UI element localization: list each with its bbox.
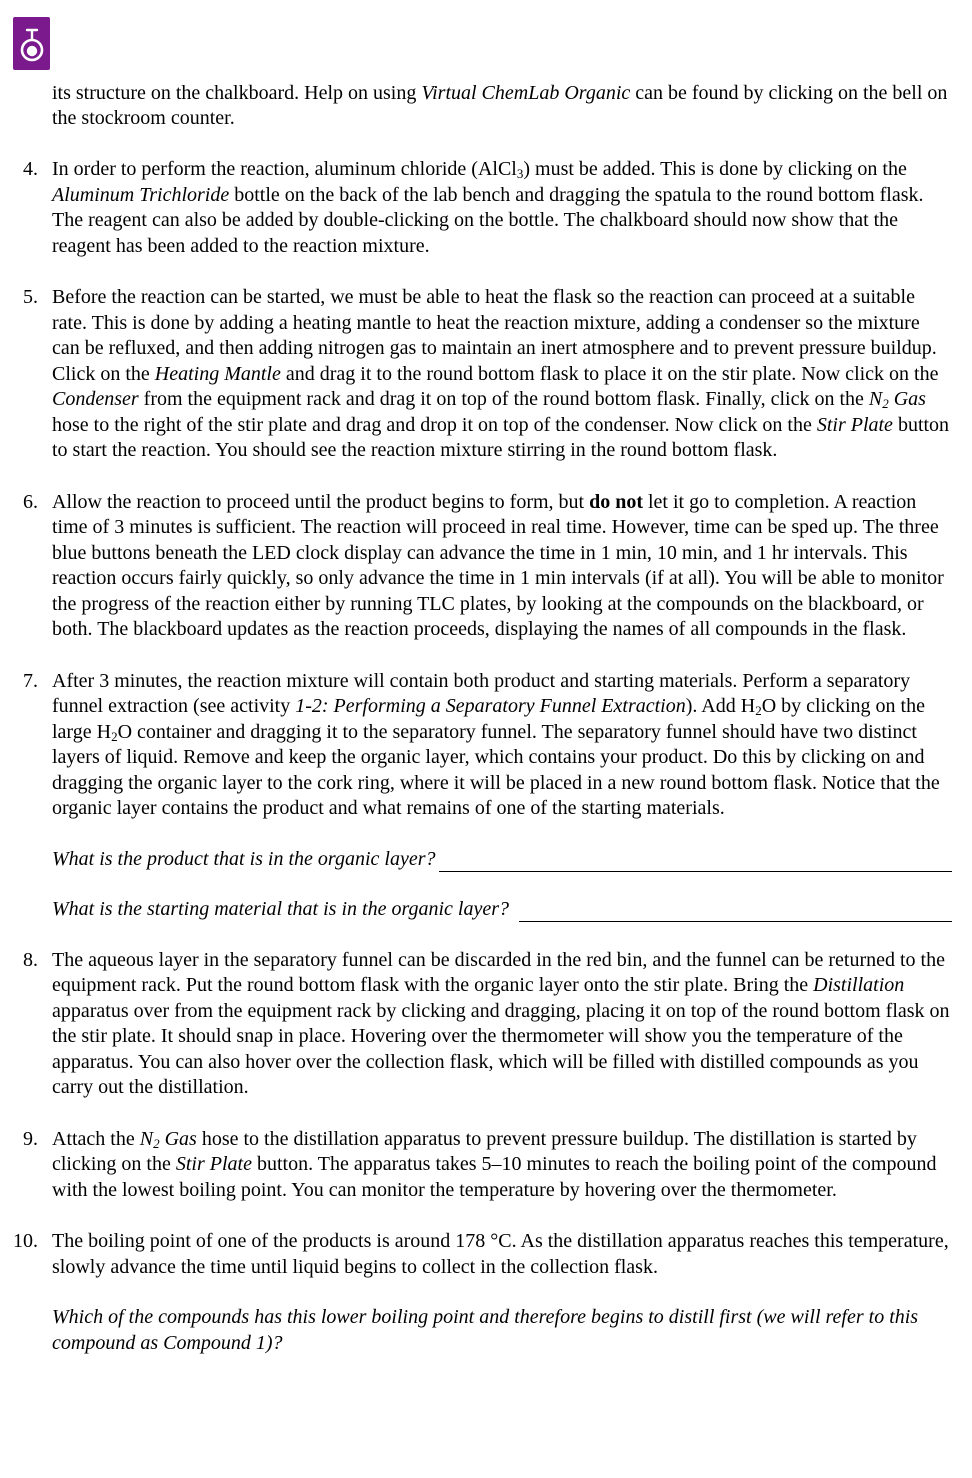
answer-line[interactable]: [519, 902, 952, 922]
step-6: 6. Allow the reaction to proceed until the product begins to form, but do not let it go to completion. A reaction time of 3 minutes is sufficient. The reaction will proceed in real time. However, time can be sped up. The three blue buttons beneath the LED clock display can advance the time in 1 min, 10 min, and 1 hr intervals. This reaction occurs fairly quickly, so only advance the time in 1 min intervals (if at all). You will be able to monitor the progress of the reaction either by running TLC plates, by looking at the compounds on the blackboard, or both. The blackboard updates as the reaction proceeds, displaying the names of all compounds in the flask.: [23, 490, 944, 640]
continuation-paragraph: its structure on the chalkboard. Help on using Virtual ChemLab Organic can be found by clicking on the bell on the stockroom counter.: [52, 82, 948, 129]
step-4: 4. In order to perform the reaction, aluminum chloride (AlCl$_3$) must be added. This is done by clicking on the Aluminum Trichloride bottle on the back of the lab bench and dragging the spatula to the round bottom flask. The reagent can also be added by double-clicking on the bottle. The chalkboard should now show that the reagent has been added to the reaction mixture.: [23, 158, 924, 257]
question-starting-material: What is the starting material that is in the organic layer?: [52, 897, 952, 922]
app-name: Virtual ChemLab Organic: [421, 82, 631, 104]
step-10: 10. The boiling point of one of the products is around 178 °C. As the distillation apparatus reaches this temperature, slowly advance the time until liquid begins to collect in the collection flask.: [13, 1230, 949, 1278]
answer-line[interactable]: [439, 852, 952, 872]
step-number: 5.: [23, 286, 38, 308]
question-compound-1: Which of the compounds has this lower boiling point and therefore begins to distill first (we will refer to this compound as Compound 1)?: [52, 1306, 919, 1354]
step-8: 8. The aqueous layer in the separatory funnel can be discarded in the red bin, and the funnel can be returned to the equipment rack. Put the round bottom flask with the organic layer onto the stir plate. Bring the Distillation apparatus over from the equipment rack by clicking and dragging, placing it on top of the round bottom flask on the stir plate. It should snap in place. Hovering over the thermometer will show you the temperature of the apparatus. You can also hover over the collection flask, which will be filled with distilled compounds as you carry out the distillation.: [23, 948, 950, 1098]
question-product: What is the product that is in the organic layer?: [52, 847, 952, 872]
step-number: 4.: [23, 158, 38, 180]
step-number: 10.: [13, 1230, 38, 1252]
step-7: 7. After 3 minutes, the reaction mixture will contain both product and starting materials. Perform a separatory funnel extraction (see activity 1-2: Performing a Separatory Funnel Extraction). Add $H_2O$ by clicking on the large $H_2O$ container and dragging it to the separatory funnel. The separatory funnel should have two distinct layers of liquid. Remove and keep the organic layer, which contains your product. Do this by clicking on and dragging the organic layer to the cork ring, where it will be placed in a new round bottom flask. Notice that the organic layer contains the product and what remains of one of the starting materials.: [23, 669, 940, 819]
chemistry-flask-logo: [13, 17, 50, 70]
document-page: [0, 81, 972, 1356]
step-5: 5. Before the reaction can be started, we must be able to heat the flask so the reaction can proceed at a suitable rate. This is done by adding a heating mantle to heat the reaction mixture, adding a condenser so the mixture can be refluxed, and then adding nitrogen gas to maintain an inert atmosphere and to prevent pressure buildup. Click on the Heating Mantle and drag it to the round bottom flask to place it on the stir plate. Now click on the Condenser from the equipment rack and drag it on top of the round bottom flask. Finally, click on the $N_2$ Gas hose to the right of the stir plate and drag and drop it on top of the condenser. Now click on the Stir Plate button to start the reaction. You should see the reaction mixture stirring in the round bottom flask.: [23, 286, 950, 461]
flask-icon: [19, 24, 45, 64]
step-number: 6.: [23, 490, 38, 513]
step-number: 9.: [23, 1127, 38, 1150]
step-number: 8.: [23, 948, 38, 971]
step-9: 9. Attach the $N_2$ Gas hose to the distillation apparatus to prevent pressure buildup. The distillation is started by clicking on the Stir Plate button. The apparatus takes 5–10 minutes to reach the boiling point of the compound with the lowest boiling point. You can monitor the temperature by hovering over the thermometer.: [23, 1127, 937, 1201]
step-number: 7.: [23, 669, 38, 692]
reagent-name: Aluminum Trichloride: [52, 183, 230, 206]
